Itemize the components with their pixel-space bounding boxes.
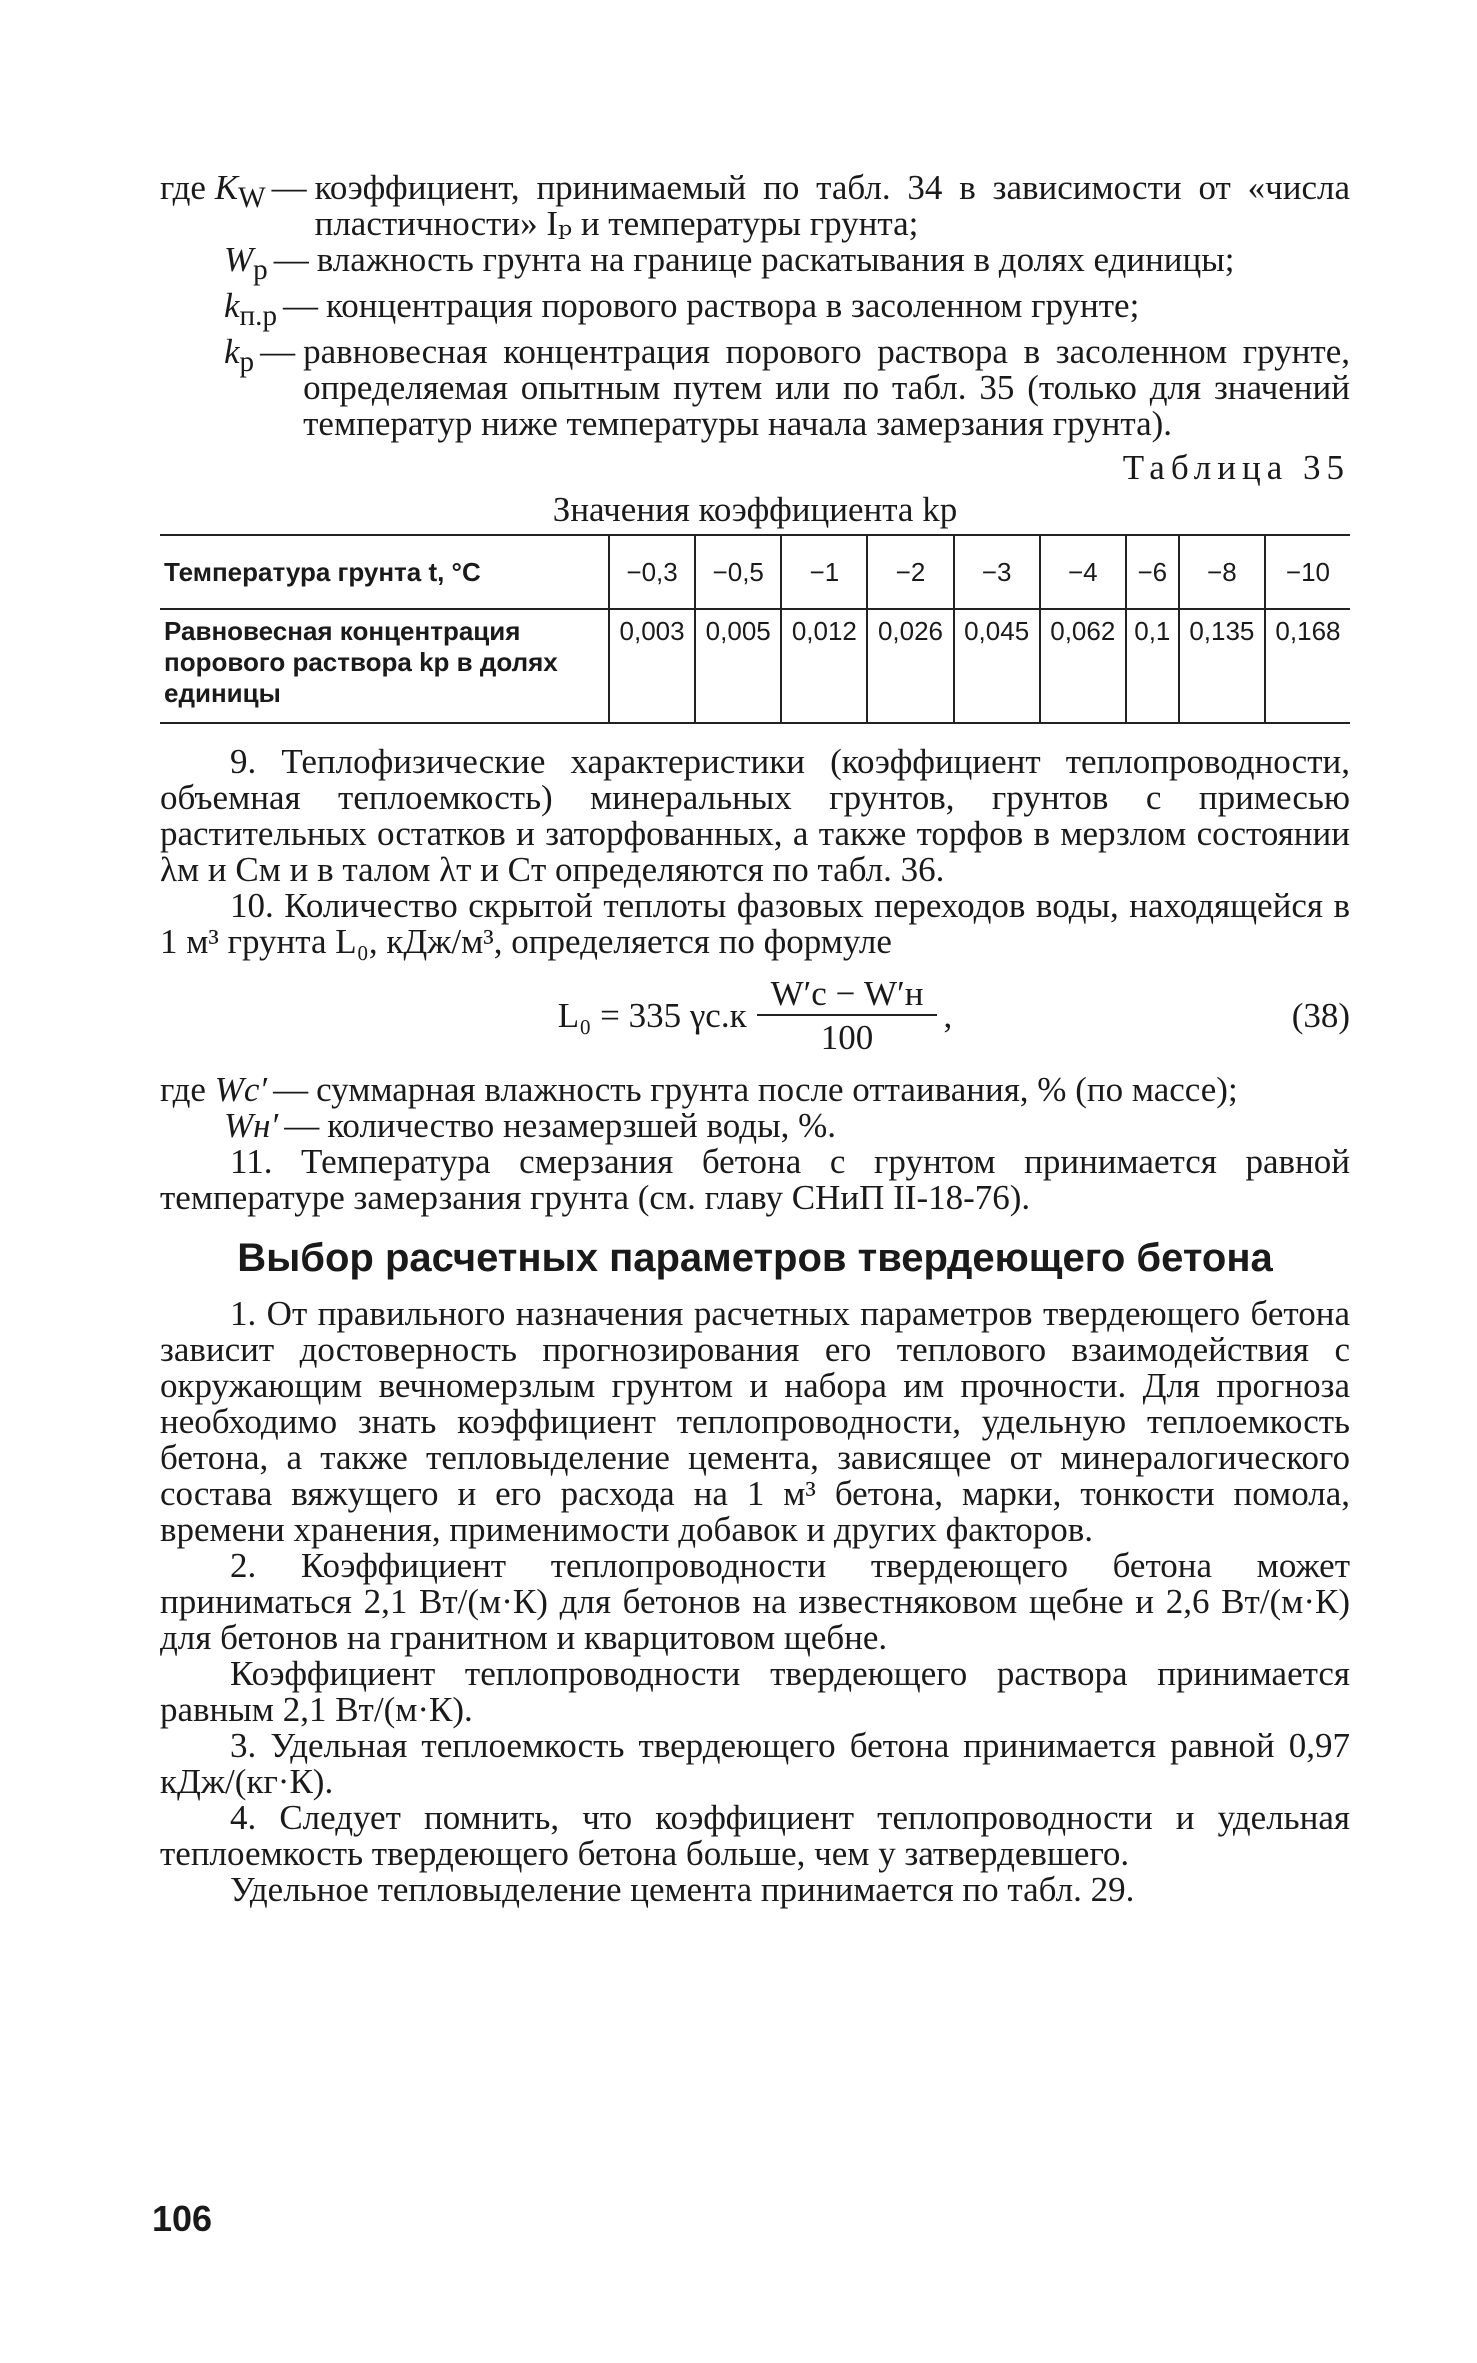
definition-term: k	[224, 286, 240, 325]
paragraph: Удельное тепловыделение цемента принимается по табл. 29.	[230, 1870, 1135, 1909]
definition-item	[160, 288, 1350, 334]
definition-item	[160, 334, 1350, 442]
definition-term: W	[224, 240, 254, 279]
definition-text: суммарная влажность грунта после оттаивания, % (по массе);	[316, 1070, 1238, 1109]
value-cell: 0,1	[1126, 609, 1179, 723]
header-label: Температура грунта t, °С	[160, 535, 609, 609]
value-cell: 0,026	[867, 609, 953, 723]
definition-item	[160, 170, 1350, 242]
definition-item	[160, 1108, 1350, 1144]
definition-text: равновесная концентрация порового раствора в засоленном грунте, определяемая опытным путем или по табл. 35 (только для значений температур ниже температуры начала замерзания грунта).	[303, 332, 1350, 443]
temperature-cell: −0,3	[609, 535, 695, 609]
definition-sub: п.р	[239, 300, 278, 332]
definition-prefix: где	[160, 168, 206, 207]
definition-term: Wс′	[214, 1070, 268, 1109]
temperature-cell: −8	[1179, 535, 1265, 609]
page-content	[160, 170, 1350, 1908]
formula-lhs: L₀ = 335 γс.к	[557, 996, 747, 1035]
value-cell: 0,045	[954, 609, 1040, 723]
paragraph-10: 10. Количество скрытой теплоты фазовых переходов воды, находящейся в 1 м³ грунта L₀, кДж/м³, определяется по формуле	[160, 886, 1350, 961]
definition-sub: р	[253, 254, 268, 286]
paragraph: 4. Следует помнить, что коэффициент теплопроводности и удельная теплоемкость твердеющего бетона больше, чем у затвердевшего.	[160, 1798, 1350, 1873]
formula-numerator: W′с − W′н	[757, 974, 938, 1016]
table-header-row	[160, 535, 1350, 609]
definition-text: количество незамерзшей воды, %.	[327, 1106, 836, 1145]
formula-tail: ,	[943, 996, 953, 1035]
definition-item	[160, 242, 1350, 288]
paragraph: 1. От правильного назначения расчетных параметров твердеющего бетона зависит достоверность прогнозирования его теплового взаимодействия с окружающим вечномерзлым грунтом и набора им прочности. Для прогноза необходимо знать коэффициент теплопроводности, удельную теплоемкость бетона, а также тепловыделение цемента, зависящее от минералогического состава вяжущего и его расхода на 1 м³ бетона, марки, тонкости помола, времени хранения, применимости добавок и других факторов.	[160, 1294, 1350, 1549]
paragraph: Коэффициент теплопроводности твердеющего раствора принимается равным 2,1 Вт/(м·К).	[160, 1654, 1350, 1729]
formula-fraction	[757, 974, 938, 1058]
definition-sub: W	[238, 182, 266, 214]
temperature-cell: −2	[867, 535, 953, 609]
definition-text: влажность грунта на границе раскатывания в долях единицы;	[316, 240, 1235, 279]
temperature-cell: −6	[1126, 535, 1179, 609]
table-row	[160, 609, 1350, 723]
temperature-cell: −3	[954, 535, 1040, 609]
section-heading: Выбор расчетных параметров твердеющего бетона	[237, 1236, 1273, 1280]
definitions-top	[160, 170, 1350, 442]
dash: —	[271, 168, 307, 207]
value-cell: 0,062	[1040, 609, 1126, 723]
row-label: Равновесная концентрация порового раствора kр в долях единицы	[160, 609, 609, 723]
table-title: Значения коэффициента kр	[552, 490, 958, 529]
definition-text: коэффициент, принимаемый по табл. 34 в зависимости от «числа пластичности» Iₚ и температуры грунта;	[314, 168, 1350, 243]
definition-term: k	[224, 332, 240, 371]
temperature-cell: −0,5	[695, 535, 781, 609]
formula-38	[160, 966, 1350, 1066]
dash: —	[284, 1106, 320, 1145]
table-caption: Таблица 35	[1122, 448, 1350, 487]
paragraph-11: 11. Температура смерзания бетона с грунтом принимается равной температуре замерзания грунта (см. главу СНиП II-18-76).	[160, 1142, 1350, 1217]
dash: —	[260, 332, 296, 371]
definition-sub: р	[239, 346, 255, 378]
coefficient-table	[160, 534, 1350, 724]
equation-number: (38)	[1291, 996, 1350, 1035]
paragraph: 3. Удельная теплоемкость твердеющего бетона принимается равной 0,97 кДж/(кг·К).	[160, 1726, 1350, 1801]
value-cell: 0,168	[1265, 609, 1350, 723]
page-number: 106	[152, 2198, 213, 2239]
definition-prefix: где	[160, 1070, 206, 1109]
value-cell: 0,003	[609, 609, 695, 723]
definition-term: K	[214, 168, 239, 207]
temperature-cell: −4	[1040, 535, 1126, 609]
temperature-cell: −10	[1265, 535, 1350, 609]
value-cell: 0,005	[695, 609, 781, 723]
definitions-formula	[160, 1072, 1350, 1144]
formula-denominator: 100	[820, 1018, 874, 1057]
temperature-cell: −1	[781, 535, 867, 609]
paragraph: 2. Коэффициент теплопроводности твердеющего бетона может приниматься 2,1 Вт/(м·К) для бетонов на известняковом щебне и 2,6 Вт/(м·К) для бетонов на гранитном и кварцитовом щебне.	[160, 1546, 1350, 1657]
paragraph-9: 9. Теплофизические характеристики (коэффициент теплопроводности, объемная теплоемкость) минеральных грунтов, грунтов с примесью растительных остатков и заторфованных, а также торфов в мерзлом состоянии λм и Cм и в талом λт и Cт определяются по табл. 36.	[160, 742, 1350, 889]
definition-term: Wн′	[224, 1106, 279, 1145]
definition-item	[160, 1072, 1350, 1108]
value-cell: 0,135	[1179, 609, 1265, 723]
definition-text: концентрация порового раствора в засоленном грунте;	[326, 286, 1140, 325]
dash: —	[273, 240, 309, 279]
dash: —	[273, 1070, 309, 1109]
value-cell: 0,012	[781, 609, 867, 723]
dash: —	[283, 286, 319, 325]
